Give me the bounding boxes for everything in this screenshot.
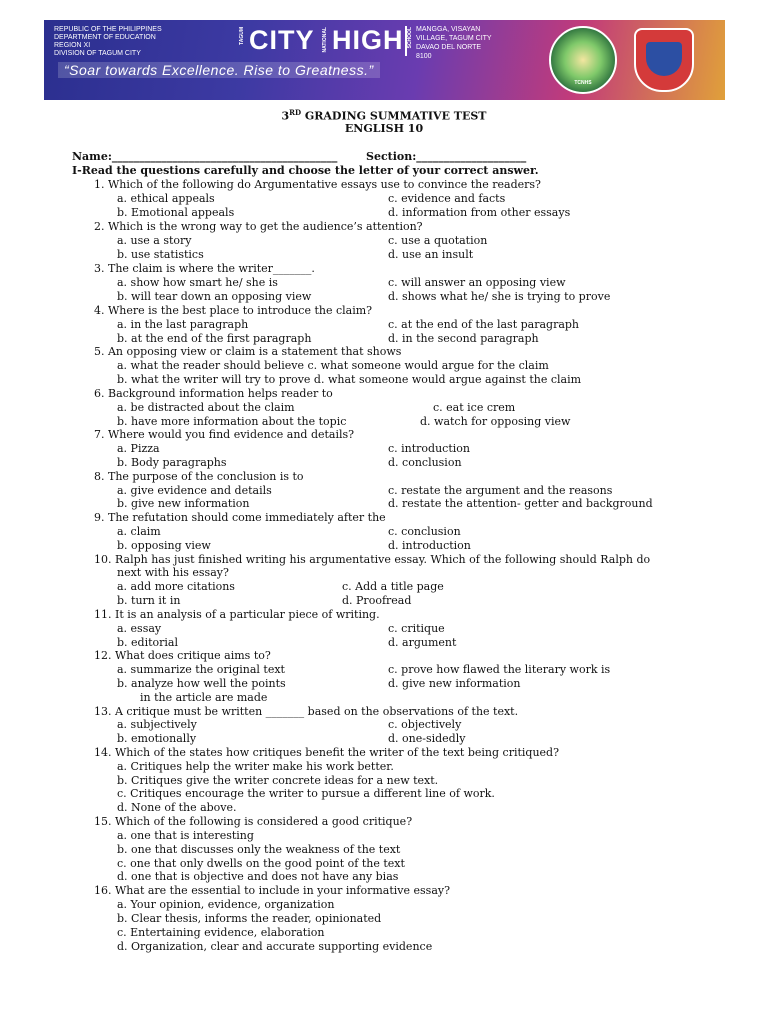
question-line: c. objectively <box>388 718 462 731</box>
address-line: VILLAGE, TAGUM CITY <box>416 35 492 42</box>
question-line: c. conclusion <box>388 525 461 538</box>
brand-high: HIGH <box>332 25 404 55</box>
question-line: d. one-sidedly <box>388 732 466 745</box>
seal-text: TCNHS <box>574 80 592 86</box>
question-line: c. will answer an opposing view <box>388 276 566 289</box>
question-line: d. shows what he/ she is trying to prove <box>388 290 611 303</box>
question-line: a. subjectively <box>117 718 197 731</box>
school-seal-logo <box>549 26 617 94</box>
question-line: 7. Where would you find evidence and details? <box>94 428 355 441</box>
question-line: c. at the end of the last paragraph <box>388 318 580 331</box>
question-line: a. claim <box>117 525 161 538</box>
question-line: c. eat ice crem <box>433 401 516 414</box>
question-line: d. conclusion <box>388 456 462 469</box>
question-line: c. critique <box>388 622 445 635</box>
brand-city: CITY <box>249 25 315 55</box>
question-line: d. information from other essays <box>388 206 571 219</box>
shield-inner <box>646 42 682 76</box>
question-line: c. one that only dwells on the good point of the text <box>117 857 405 870</box>
question-line: a. Critiques help the writer make his work better. <box>117 760 394 773</box>
question-line: 12. What does critique aims to? <box>94 649 271 662</box>
section-field: Section:____________________ <box>366 150 527 163</box>
question-line: a. Your opinion, evidence, organization <box>117 898 335 911</box>
question-line: a. use a story <box>117 234 192 247</box>
brand-school: SCHOOL <box>407 27 413 49</box>
title-rest: GRADING SUMMATIVE TEST <box>301 109 487 123</box>
question-line: a. one that is interesting <box>117 829 254 842</box>
question-line: 15. Which of the following is considered a good critique? <box>94 815 413 828</box>
brand-national: NATIONAL <box>322 27 328 53</box>
gov-line: DEPARTMENT OF EDUCATION <box>54 34 156 41</box>
question-line: d. None of the above. <box>117 801 237 814</box>
title-prefix: 3 <box>281 109 290 123</box>
question-line: d. Proofread <box>342 594 412 607</box>
question-line: 1. Which of the following do Argumentative essays use to convince the readers? <box>94 178 541 191</box>
question-line: c. Critiques encourage the writer to pursue a different line of work. <box>117 787 495 800</box>
address-line: MANGGA, VISAYAN <box>416 26 481 33</box>
question-line: c. Entertaining evidence, elaboration <box>117 926 325 939</box>
question-line: b. have more information about the topic <box>117 415 347 428</box>
gov-line: REGION XI <box>54 42 91 49</box>
banner-divider <box>405 26 407 56</box>
question-line: 6. Background information helps reader to <box>94 387 333 400</box>
question-line: c. prove how flawed the literary work is <box>388 663 611 676</box>
subject-title: ENGLISH 10 <box>344 122 424 135</box>
question-line: a. be distracted about the claim <box>117 401 295 414</box>
question-line: d. give new information <box>388 677 521 690</box>
question-line: a. ethical appeals <box>117 192 215 205</box>
title-sup: RD <box>289 108 302 117</box>
question-line: b. emotionally <box>117 732 197 745</box>
question-line: b. what the writer will try to prove d. what someone would argue against the claim <box>117 373 582 386</box>
question-line: in the article are made <box>140 691 268 704</box>
question-line: a. in the last paragraph <box>117 318 249 331</box>
question-line: 3. The claim is where the writer_______. <box>94 262 315 275</box>
question-line: b. will tear down an opposing view <box>117 290 312 303</box>
test-title <box>0 108 768 123</box>
question-line: b. at the end of the first paragraph <box>117 332 312 345</box>
question-line: 16. What are the essential to include in your informative essay? <box>94 884 450 897</box>
gov-line: DIVISION OF TAGUM CITY <box>54 50 141 57</box>
address-line: 8100 <box>416 53 432 60</box>
question-line: 13. A critique must be written _______ based on the observations of the text. <box>94 705 519 718</box>
question-line: a. show how smart he/ she is <box>117 276 278 289</box>
government-lines <box>54 26 162 58</box>
question-line: 2. Which is the wrong way to get the audience’s attention? <box>94 220 423 233</box>
question-line: 9. The refutation should come immediately after the <box>94 511 386 524</box>
question-line: next with his essay? <box>117 566 229 579</box>
question-line: a. add more citations <box>117 580 235 593</box>
question-line: b. use statistics <box>117 248 204 261</box>
question-line: d. one that is objective and does not have any bias <box>117 870 399 883</box>
question-line: c. evidence and facts <box>388 192 506 205</box>
question-line: b. Clear thesis, informs the reader, opinionated <box>117 912 382 925</box>
question-line: 8. The purpose of the conclusion is to <box>94 470 304 483</box>
question-line: c. restate the argument and the reasons <box>388 484 613 497</box>
school-address <box>416 25 492 61</box>
question-line: d. in the second paragraph <box>388 332 539 345</box>
question-line: b. Critiques give the writer concrete ideas for a new text. <box>117 774 439 787</box>
question-line: c. use a quotation <box>388 234 488 247</box>
deped-shield-logo <box>634 28 694 92</box>
school-banner <box>44 20 725 100</box>
question-line: d. restate the attention- getter and background <box>388 497 653 510</box>
question-line: a. what the reader should believe c. what someone would argue for the claim <box>117 359 549 372</box>
brand-tagum: TAGUM <box>239 27 245 45</box>
question-line: b. one that discusses only the weakness of the text <box>117 843 401 856</box>
question-line: 11. It is an analysis of a particular piece of writing. <box>94 608 380 621</box>
question-line: 4. Where is the best place to introduce the claim? <box>94 304 373 317</box>
question-line: a. give evidence and details <box>117 484 272 497</box>
question-line: a. Pizza <box>117 442 160 455</box>
question-line: b. Emotional appeals <box>117 206 235 219</box>
question-line: a. summarize the original text <box>117 663 285 676</box>
question-line: d. watch for opposing view <box>420 415 571 428</box>
question-line: 10. Ralph has just finished writing his argumentative essay. Which of the following should Ralph do <box>94 553 651 566</box>
instructions: I-Read the questions carefully and choose the letter of your correct answer. <box>72 164 539 177</box>
question-line: d. use an insult <box>388 248 474 261</box>
question-line: 5. An opposing view or claim is a statement that shows <box>94 345 402 358</box>
school-motto: “Soar towards Excellence. Rise to Greatness.” <box>58 62 380 78</box>
question-line: b. turn it in <box>117 594 181 607</box>
question-line: b. Body paragraphs <box>117 456 227 469</box>
question-line: d. argument <box>388 636 457 649</box>
gov-line: REPUBLIC OF THE PHILIPPINES <box>54 26 162 33</box>
question-line: c. Add a title page <box>342 580 444 593</box>
question-line: a. essay <box>117 622 162 635</box>
question-line: b. give new information <box>117 497 250 510</box>
name-field: Name:_________________________________________ <box>72 150 338 163</box>
question-line: 14. Which of the states how critiques benefit the writer of the text being critiqued? <box>94 746 559 759</box>
question-line: b. analyze how well the points <box>117 677 286 690</box>
question-line: d. Organization, clear and accurate supporting evidence <box>117 940 433 953</box>
address-line: DAVAO DEL NORTE <box>416 44 482 51</box>
question-line: b. editorial <box>117 636 178 649</box>
question-line: d. introduction <box>388 539 471 552</box>
question-line: b. opposing view <box>117 539 211 552</box>
question-line: c. introduction <box>388 442 470 455</box>
